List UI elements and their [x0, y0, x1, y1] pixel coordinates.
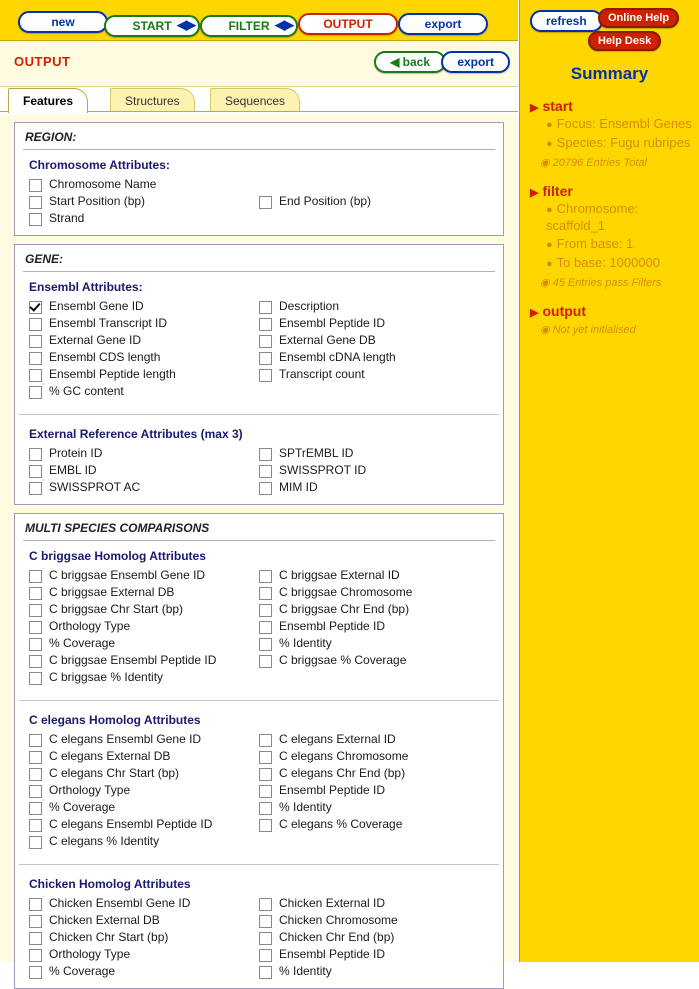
- checkbox-box[interactable]: [259, 734, 272, 747]
- checkbox-row: [29, 349, 493, 366]
- checkbox-protein-id[interactable]: [29, 445, 259, 462]
- checkbox-label[interactable]: Ensembl Peptide ID: [279, 316, 386, 330]
- summary-item: [546, 255, 699, 272]
- checkbox-cbriggsae-pct-identity[interactable]: [29, 669, 259, 686]
- group-title: Ensembl Attributes:: [29, 280, 143, 294]
- checkbox-box[interactable]: [259, 655, 272, 668]
- checkbox-row: [29, 332, 493, 349]
- summary-note: [540, 156, 699, 169]
- tab-features[interactable]: Features: [8, 88, 88, 113]
- checkbox-cbriggsae-pct-coverage[interactable]: [259, 652, 489, 669]
- bullet-icon: ●: [546, 138, 553, 150]
- checkbox-row: [29, 912, 493, 929]
- checkbox-label[interactable]: % GC content: [49, 384, 124, 398]
- checkbox-swissprot-ac[interactable]: [29, 479, 259, 496]
- summary-item-label: Chromosome: scaffold_1: [546, 201, 639, 233]
- bullet-icon: ●: [546, 119, 553, 131]
- checkbox-box[interactable]: [29, 915, 42, 928]
- checkbox-box[interactable]: [259, 785, 272, 798]
- checkbox-swissprot-id[interactable]: [259, 462, 489, 479]
- triangle-right-icon: ▶: [530, 187, 539, 199]
- group-chromosome-attributes: [15, 150, 503, 235]
- checkbox-row: [29, 765, 493, 782]
- summary-item: [546, 201, 699, 234]
- help-desk-button[interactable]: Help Desk: [588, 31, 661, 51]
- summary-section-filter: [530, 183, 699, 289]
- checkbox-box[interactable]: [29, 352, 42, 365]
- checkbox-label[interactable]: C elegans % Identity: [49, 834, 160, 848]
- checkbox-ensembl-cdna-length[interactable]: [259, 349, 489, 366]
- checkbox-label[interactable]: C elegans External DB: [49, 749, 171, 763]
- checkbox-row: [29, 298, 493, 315]
- summary-note: [540, 323, 699, 336]
- checkbox-ensembl-gene-id[interactable]: [29, 298, 259, 315]
- summary-item-label: To base: 1000000: [556, 255, 661, 270]
- checkbox-box[interactable]: [259, 819, 272, 832]
- checkbox-box[interactable]: [29, 655, 42, 668]
- checkbox-row: [29, 946, 493, 963]
- checkbox-label[interactable]: C briggsae Ensembl Gene ID: [49, 568, 206, 582]
- checkbox-box[interactable]: [259, 932, 272, 945]
- checkbox-celegans-coverage[interactable]: [29, 799, 259, 816]
- checkbox-row: [29, 479, 493, 496]
- checkbox-row: [29, 816, 493, 833]
- checkbox-box[interactable]: [29, 638, 42, 651]
- checkbox-box[interactable]: [259, 587, 272, 600]
- checkbox-celegans-identity[interactable]: [259, 799, 489, 816]
- checkbox-box[interactable]: [29, 604, 42, 617]
- checkbox-label[interactable]: Chromosome Name: [49, 177, 157, 191]
- checkbox-label[interactable]: Protein ID: [49, 446, 103, 460]
- checkbox-label[interactable]: C briggsae Chr End (bp): [279, 602, 410, 616]
- checkbox-cbriggsae-ensembl-peptide-id[interactable]: [29, 652, 259, 669]
- section-multi-species-comparisons: [14, 513, 504, 989]
- checkbox-cbriggsae-ensembl-peptide-id-2[interactable]: [259, 618, 489, 635]
- checkbox-row: [29, 895, 493, 912]
- checkbox-chicken-chr-end[interactable]: [259, 929, 489, 946]
- checkbox-celegans-chr-end[interactable]: [259, 765, 489, 782]
- group-chicken-homolog-attributes: [15, 869, 503, 988]
- checkbox-box[interactable]: [29, 768, 42, 781]
- checkbox-cbriggsae-ensembl-gene-id[interactable]: [29, 567, 259, 584]
- checkbox-row: [29, 782, 493, 799]
- checkbox-row: [29, 731, 493, 748]
- summary-section-label: start: [542, 98, 573, 114]
- summary-item: [546, 236, 699, 253]
- checkbox-label[interactable]: % Coverage: [49, 964, 116, 978]
- checkbox-label[interactable]: Description: [279, 299, 340, 313]
- export-button-toolbar[interactable]: export: [398, 13, 488, 35]
- tab-sequences[interactable]: Sequences: [210, 88, 300, 113]
- summary-section-header[interactable]: [530, 303, 699, 319]
- checkbox-label[interactable]: Strand: [49, 211, 85, 225]
- summary-section-output: [530, 303, 699, 336]
- checkbox-box[interactable]: [259, 196, 272, 209]
- checkbox-strand[interactable]: [29, 210, 259, 227]
- triangle-right-icon: ▶: [530, 102, 539, 114]
- checkbox-chicken-chromosome[interactable]: [259, 912, 489, 929]
- info-icon: ◉: [540, 157, 550, 169]
- section-multi-species-title: MULTI SPECIES COMPARISONS: [25, 521, 210, 535]
- checkbox-box[interactable]: [259, 898, 272, 911]
- checkbox-celegans-external-db[interactable]: [29, 748, 259, 765]
- checkbox-label[interactable]: EMBL ID: [49, 463, 97, 477]
- checkbox-box[interactable]: [29, 465, 42, 478]
- checkbox-label[interactable]: SWISSPROT AC: [49, 480, 141, 494]
- checkbox-label[interactable]: Ensembl Peptide ID: [279, 783, 386, 797]
- summary-note-label: 20796 Entries Total: [552, 157, 647, 169]
- checkbox-gc-content[interactable]: [29, 383, 259, 400]
- checkbox-label[interactable]: Ensembl Peptide length: [49, 367, 176, 381]
- checkbox-row: [29, 462, 493, 479]
- checkbox-box[interactable]: [29, 785, 42, 798]
- checkbox-chicken-orthology-type[interactable]: [29, 946, 259, 963]
- checkbox-cbriggsae-external-db[interactable]: [29, 584, 259, 601]
- checkbox-row: [29, 601, 493, 618]
- divider: [19, 414, 499, 415]
- section-gene-title: GENE:: [25, 252, 64, 266]
- checkbox-transcript-count[interactable]: [259, 366, 489, 383]
- checkbox-row: [29, 748, 493, 765]
- checkbox-row: [29, 584, 493, 601]
- summary-note: [540, 276, 699, 289]
- checkbox-box[interactable]: [259, 318, 272, 331]
- checkbox-box[interactable]: [29, 621, 42, 634]
- checkbox-box[interactable]: [259, 301, 272, 314]
- top-toolbar: [0, 0, 518, 41]
- checkbox-chicken-coverage[interactable]: [29, 963, 259, 980]
- summary-section-header[interactable]: [530, 98, 699, 114]
- checkbox-box[interactable]: [29, 386, 42, 399]
- group-title: Chicken Homolog Attributes: [29, 877, 191, 891]
- checkbox-label[interactable]: Ensembl Transcript ID: [49, 316, 168, 330]
- checkbox-box[interactable]: [29, 966, 42, 979]
- checkbox-chicken-ensembl-gene-id[interactable]: [29, 895, 259, 912]
- filter-button[interactable]: FILTER: [200, 15, 298, 37]
- checkbox-cbriggsae-orthology-type[interactable]: [29, 618, 259, 635]
- checkbox-celegans-ensembl-gene-id[interactable]: [29, 731, 259, 748]
- checkbox-label[interactable]: % Coverage: [49, 636, 116, 650]
- checkbox-label[interactable]: C briggsae Ensembl Peptide ID: [49, 653, 217, 667]
- tab-structures[interactable]: Structures: [110, 88, 195, 113]
- summary-section-label: output: [542, 303, 586, 319]
- info-icon: ◉: [540, 277, 550, 289]
- checkbox-box[interactable]: [29, 819, 42, 832]
- checkbox-box[interactable]: [259, 570, 272, 583]
- checkbox-label[interactable]: C elegans % Coverage: [279, 817, 403, 831]
- checkbox-box[interactable]: [259, 768, 272, 781]
- checkbox-external-gene-id[interactable]: [29, 332, 259, 349]
- checkbox-row: [29, 635, 493, 652]
- checkbox-box[interactable]: [259, 621, 272, 634]
- checkbox-cbriggsae-coverage[interactable]: [29, 635, 259, 652]
- checkbox-box[interactable]: [29, 949, 42, 962]
- checkbox-row: [29, 210, 493, 227]
- checkbox-label[interactable]: External Gene DB: [279, 333, 376, 347]
- checkbox-label[interactable]: % Identity: [279, 800, 332, 814]
- checkbox-description[interactable]: [259, 298, 489, 315]
- checkbox-label[interactable]: Chicken Chr End (bp): [279, 930, 395, 944]
- checkbox-box[interactable]: [29, 751, 42, 764]
- checkbox-chicken-chr-start[interactable]: [29, 929, 259, 946]
- checkbox-label[interactable]: C briggsae Chr Start (bp): [49, 602, 184, 616]
- checkbox-box[interactable]: [259, 638, 272, 651]
- checkbox-label[interactable]: % Identity: [279, 964, 332, 978]
- checkbox-label[interactable]: Ensembl cDNA length: [279, 350, 396, 364]
- checkbox-box[interactable]: [29, 587, 42, 600]
- checkbox-box[interactable]: [29, 213, 42, 226]
- checkbox-embl-id[interactable]: [29, 462, 259, 479]
- checkbox-celegans-external-id[interactable]: [259, 731, 489, 748]
- checkbox-celegans-ensembl-peptide-id[interactable]: [29, 816, 259, 833]
- checkbox-label[interactable]: External Gene ID: [49, 333, 142, 347]
- checkbox-mim-id[interactable]: [259, 479, 489, 496]
- checkbox-ensembl-peptide-length[interactable]: [29, 366, 259, 383]
- checkbox-label[interactable]: Transcript count: [279, 367, 365, 381]
- checkbox-box[interactable]: [29, 836, 42, 849]
- checkbox-chicken-external-id[interactable]: [259, 895, 489, 912]
- checkbox-label[interactable]: SWISSPROT ID: [279, 463, 367, 477]
- checkbox-ensembl-transcript-id[interactable]: [29, 315, 259, 332]
- checkbox-row: [29, 567, 493, 584]
- checkbox-box[interactable]: [259, 604, 272, 617]
- checkbox-box[interactable]: [29, 898, 42, 911]
- new-button[interactable]: new: [18, 11, 108, 33]
- checkbox-end-position[interactable]: [259, 193, 489, 210]
- checkbox-box[interactable]: [259, 949, 272, 962]
- output-button[interactable]: OUTPUT: [298, 13, 398, 35]
- checkbox-label[interactable]: Ensembl Peptide ID: [279, 619, 386, 633]
- summary-note-label: 45 Entries pass Filters: [552, 277, 662, 289]
- page-title: OUTPUT: [14, 54, 71, 69]
- checkbox-chromosome-name[interactable]: [29, 176, 259, 193]
- summary-item: [546, 116, 699, 133]
- checkbox-box[interactable]: [259, 448, 272, 461]
- group-title: C briggsae Homolog Attributes: [29, 549, 206, 563]
- checkbox-box[interactable]: [259, 335, 272, 348]
- checkbox-label[interactable]: SPTrEMBL ID: [279, 446, 354, 460]
- checkbox-label[interactable]: Ensembl Gene ID: [49, 299, 144, 313]
- checkbox-box[interactable]: [29, 734, 42, 747]
- checkbox-label[interactable]: MIM ID: [279, 480, 318, 494]
- sidebar-toolbar: [520, 0, 699, 56]
- group-external-reference-attributes: [15, 419, 503, 504]
- checkbox-row: [29, 618, 493, 635]
- checkbox-box[interactable]: [29, 318, 42, 331]
- group-ensembl-attributes: [15, 272, 503, 408]
- checkbox-box[interactable]: [259, 352, 272, 365]
- checkbox-cbriggsae-external-id[interactable]: [259, 567, 489, 584]
- checkbox-box[interactable]: [259, 465, 272, 478]
- checkbox-cbriggsae-chr-end[interactable]: [259, 601, 489, 618]
- online-help-button[interactable]: Online Help: [598, 8, 679, 28]
- summary-item-label: Species: Fugu rubripes: [556, 135, 691, 150]
- summary-note-label: Not yet initialised: [552, 324, 636, 336]
- checkbox-box[interactable]: [29, 179, 42, 192]
- checkbox-row: [29, 315, 493, 332]
- checkbox-label[interactable]: C briggsae External ID: [279, 568, 400, 582]
- checkbox-box[interactable]: [259, 482, 272, 495]
- checkbox-box[interactable]: [259, 802, 272, 815]
- checkbox-box[interactable]: [29, 369, 42, 382]
- section-region-title: REGION:: [25, 130, 77, 144]
- checkbox-box[interactable]: [29, 301, 42, 314]
- checkbox-box[interactable]: [29, 196, 42, 209]
- checkbox-cbriggsae-chromosome[interactable]: [259, 584, 489, 601]
- checkbox-chicken-external-db[interactable]: [29, 912, 259, 929]
- checkbox-label[interactable]: C elegans Chr Start (bp): [49, 766, 180, 780]
- checkbox-sptrembl-id[interactable]: [259, 445, 489, 462]
- checkbox-celegans-chromosome[interactable]: [259, 748, 489, 765]
- start-button[interactable]: START: [104, 15, 200, 37]
- section-region: [14, 122, 504, 236]
- checkbox-label[interactable]: Ensembl CDS length: [49, 350, 161, 364]
- checkbox-cbriggsae-identity[interactable]: [259, 635, 489, 652]
- features-panel: [0, 114, 518, 978]
- section-gene: [14, 244, 504, 505]
- group-title: External Reference Attributes (max 3): [29, 427, 243, 441]
- checkbox-label[interactable]: % Coverage: [49, 800, 116, 814]
- checkbox-row: [29, 176, 493, 193]
- checkbox-start-position[interactable]: [29, 193, 259, 210]
- checkbox-label[interactable]: Orthology Type: [49, 947, 131, 961]
- output-header-bar: [0, 41, 518, 87]
- checkbox-label[interactable]: Start Position (bp): [49, 194, 146, 208]
- checkbox-label[interactable]: Chicken Chr Start (bp): [49, 930, 169, 944]
- export-button-header[interactable]: export: [441, 51, 510, 73]
- checkbox-label[interactable]: Orthology Type: [49, 619, 131, 633]
- summary-sidebar: [519, 0, 699, 962]
- checkbox-ensembl-cds-length[interactable]: [29, 349, 259, 366]
- checkbox-box[interactable]: [29, 448, 42, 461]
- checkbox-label[interactable]: Chicken External ID: [279, 896, 386, 910]
- checkbox-cbriggsae-chr-start[interactable]: [29, 601, 259, 618]
- checkbox-label[interactable]: C elegans Chromosome: [279, 749, 409, 763]
- checkbox-label[interactable]: Orthology Type: [49, 783, 131, 797]
- checkbox-box[interactable]: [29, 570, 42, 583]
- summary-section-label: filter: [542, 183, 573, 199]
- summary-section-header[interactable]: [530, 183, 699, 199]
- checkbox-label[interactable]: C briggsae Chromosome: [279, 585, 413, 599]
- checkbox-row: [29, 652, 493, 669]
- checkbox-label[interactable]: Ensembl Peptide ID: [279, 947, 386, 961]
- checkbox-celegans-chr-start[interactable]: [29, 765, 259, 782]
- checkbox-label[interactable]: C elegans Ensembl Peptide ID: [49, 817, 213, 831]
- checkbox-box[interactable]: [259, 751, 272, 764]
- checkbox-label[interactable]: C elegans Chr End (bp): [279, 766, 406, 780]
- checkbox-label[interactable]: C briggsae External DB: [49, 585, 175, 599]
- triangle-right-icon: ▶: [530, 307, 539, 319]
- divider: [19, 864, 499, 865]
- checkbox-celegans-pct-identity[interactable]: [29, 833, 259, 850]
- checkbox-label[interactable]: C briggsae % Coverage: [279, 653, 407, 667]
- checkbox-label[interactable]: Chicken Chromosome: [279, 913, 398, 927]
- checkbox-row: [29, 833, 493, 850]
- info-icon: ◉: [540, 324, 550, 336]
- arrows-left-icon: ◀▶: [177, 17, 195, 32]
- checkbox-row: [29, 799, 493, 816]
- checkbox-label[interactable]: Chicken Ensembl Gene ID: [49, 896, 191, 910]
- bullet-icon: ●: [546, 239, 553, 251]
- bullet-icon: ●: [546, 258, 553, 270]
- checkbox-chicken-ensembl-peptide-id[interactable]: [259, 946, 489, 963]
- group-title: Chromosome Attributes:: [29, 158, 170, 172]
- checkbox-external-gene-db[interactable]: [259, 332, 489, 349]
- checkbox-celegans-ensembl-peptide-id-2[interactable]: [259, 782, 489, 799]
- summary-title: Summary: [570, 64, 649, 83]
- arrows-right-icon: ◀▶: [275, 17, 293, 32]
- checkbox-box[interactable]: [29, 482, 42, 495]
- checkbox-celegans-pct-coverage[interactable]: [259, 816, 489, 833]
- summary-section-start: [530, 98, 699, 169]
- back-button[interactable]: ◀ back: [374, 51, 446, 73]
- checkbox-box[interactable]: [29, 802, 42, 815]
- summary-item-label: Focus: Ensembl Genes: [556, 116, 692, 131]
- group-c-briggsae-homolog-attributes: [15, 541, 503, 694]
- checkbox-row: [29, 366, 493, 383]
- summary-item: [546, 135, 699, 152]
- checkbox-label[interactable]: End Position (bp): [279, 194, 372, 208]
- checkbox-row: [29, 929, 493, 946]
- checkbox-box[interactable]: [259, 369, 272, 382]
- checkbox-box[interactable]: [259, 966, 272, 979]
- checkbox-label[interactable]: Chicken External DB: [49, 913, 160, 927]
- checkbox-celegans-orthology-type[interactable]: [29, 782, 259, 799]
- group-c-elegans-homolog-attributes: [15, 705, 503, 858]
- checkbox-row: [29, 193, 493, 210]
- checkbox-box[interactable]: [29, 932, 42, 945]
- checkbox-ensembl-peptide-id[interactable]: [259, 315, 489, 332]
- checkbox-row: [29, 445, 493, 462]
- checkbox-row: [29, 669, 493, 686]
- checkbox-box[interactable]: [259, 915, 272, 928]
- checkbox-box[interactable]: [29, 335, 42, 348]
- group-title: C elegans Homolog Attributes: [29, 713, 201, 727]
- checkbox-label[interactable]: % Identity: [279, 636, 332, 650]
- checkbox-row: [29, 963, 493, 980]
- checkbox-label[interactable]: C elegans Ensembl Gene ID: [49, 732, 202, 746]
- bullet-icon: ●: [546, 204, 553, 216]
- summary-item-label: From base: 1: [556, 236, 634, 251]
- divider: [19, 700, 499, 701]
- checkbox-label[interactable]: C briggsae % Identity: [49, 670, 164, 684]
- checkbox-box[interactable]: [29, 672, 42, 685]
- checkbox-chicken-identity[interactable]: [259, 963, 489, 980]
- checkbox-row: [29, 383, 493, 400]
- checkbox-label[interactable]: C elegans External ID: [279, 732, 396, 746]
- refresh-button[interactable]: refresh: [530, 10, 603, 32]
